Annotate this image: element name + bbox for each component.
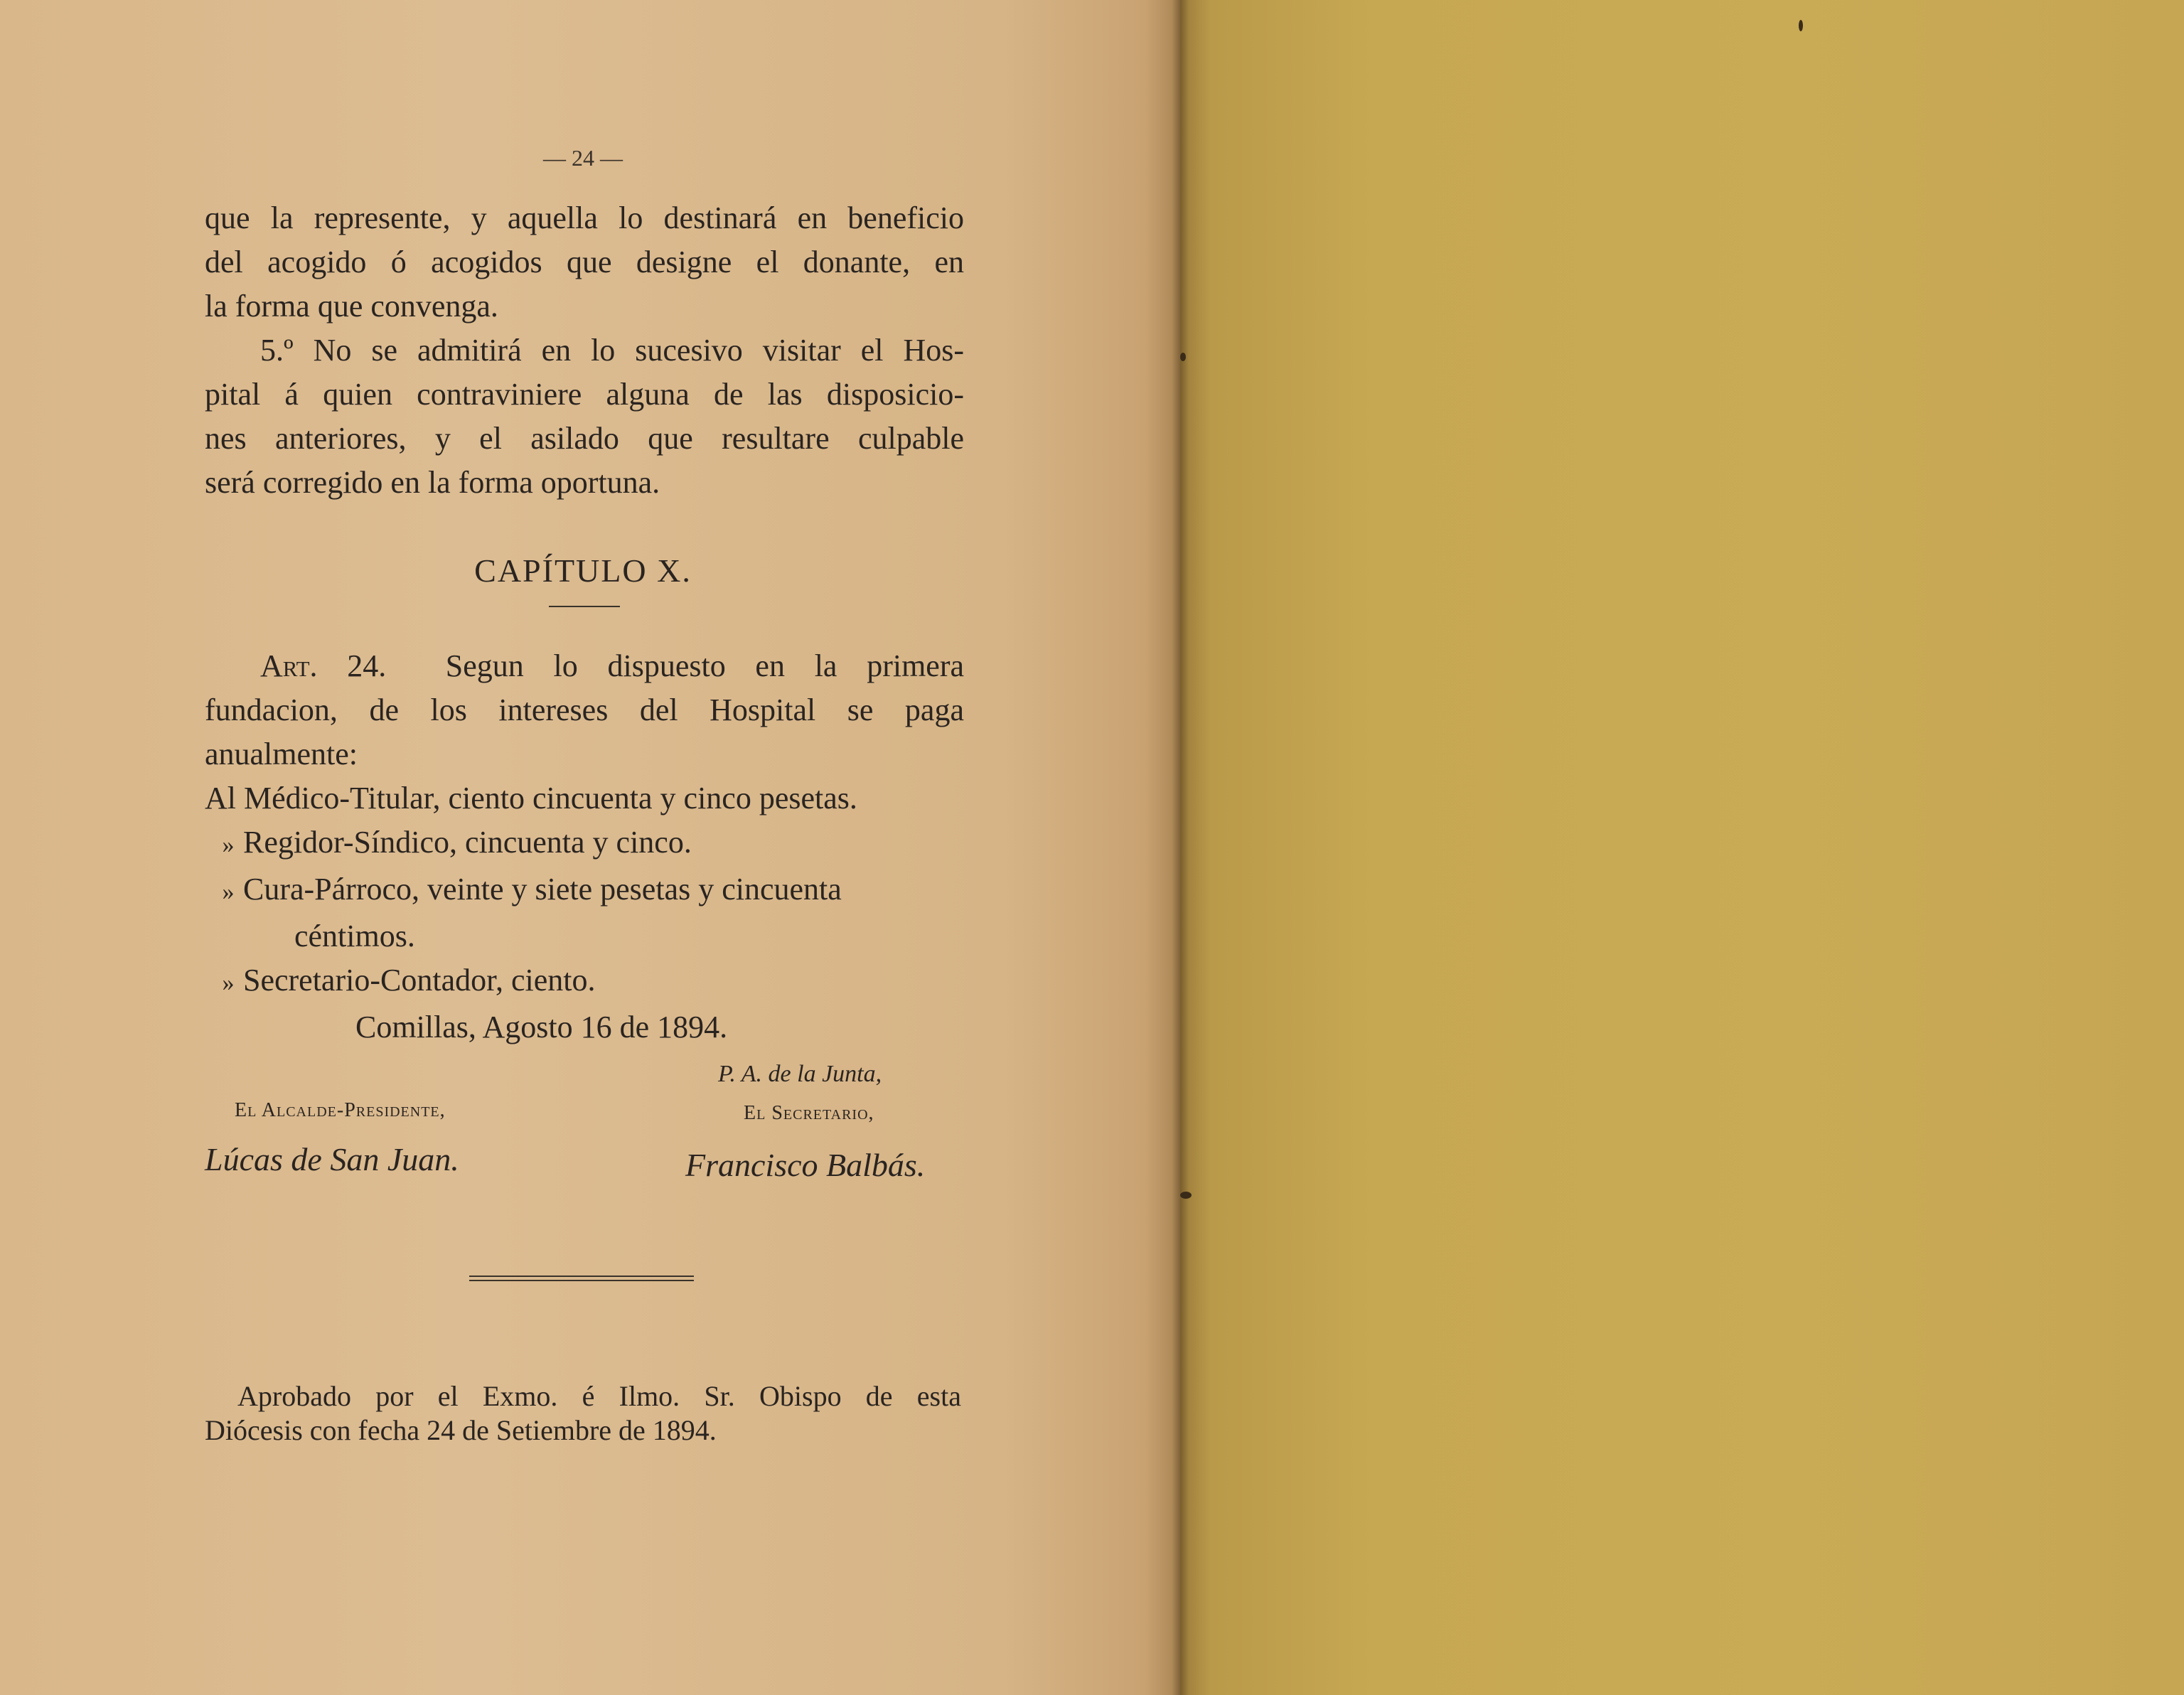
text-line: será corregido en la forma oportuna. [205,465,660,500]
book-gutter [1172,0,1189,1695]
left-signatory-title: El Alcalde-Presidente, [235,1099,446,1121]
continuation-paragraph [205,196,964,328]
payment-text: Regidor-Síndico, cincuenta y cinco. [243,825,692,860]
item-5-paragraph [205,328,964,505]
payment-item [205,867,964,914]
ink-speck [1180,1192,1192,1199]
text-line: anualmente: [205,737,358,771]
article-first-line [205,644,964,688]
right-page-blank [1180,0,2184,1695]
chapter-rule [549,606,620,607]
ditto-mark: » [222,879,235,905]
text-line: que la represente, y aquella lo destinará en beneficio [205,200,964,235]
text-line: nes anteriores, y el asilado que resultare culpable [205,421,964,456]
text-line: del acogido ó acogidos que designe el donante, en [205,245,964,279]
article-label: Art. 24. [260,648,387,683]
text-line: Diócesis con fecha 24 de Setiembre de 1894. [205,1414,717,1446]
approval-note [205,1379,961,1448]
payment-item [205,820,964,867]
payment-text: Secretario-Contador, ciento. [243,963,596,998]
right-signatory-name: Francisco Balbás. [685,1147,926,1183]
text-line: Aprobado por el Exmo. é Ilmo. Sr. Obispo de esta [237,1380,961,1412]
payment-text: Cura-Párroco, veinte y siete pesetas y cincuenta [243,872,842,907]
left-signatory-name: Lúcas de San Juan. [205,1141,459,1177]
payment-item: Al Médico-Titular, ciento cincuenta y cinco pesetas. [205,781,857,816]
chapter-title: CAPÍTULO X. [474,552,692,589]
section-divider [469,1276,694,1281]
text-line: fundacion, de los intereses del Hospital se paga [205,693,964,727]
page-number: — 24 — [543,145,623,171]
payment-item-continuation: céntimos. [294,919,415,953]
article-text: Segun lo dispuesto en la primera [445,648,965,683]
payment-item [205,958,964,1005]
text-line: pital á quien contraviniere alguna de las disposicio- [205,377,964,412]
ditto-mark: » [222,832,235,858]
payments-list [205,776,964,1049]
place-date: Comillas, Agosto 16 de 1894. [355,1010,728,1044]
article-24-paragraph [205,644,964,776]
ditto-mark: » [222,970,235,996]
right-signatory-title: El Secretario, [744,1102,874,1124]
text-line: la forma que convenga. [205,289,498,324]
ink-speck [1180,353,1186,361]
text-line: 5.º No se admitirá en lo sucesivo visitar el Hos- [260,333,964,368]
pa-junta: P. A. de la Junta, [718,1061,882,1087]
ink-speck [1799,20,1803,31]
